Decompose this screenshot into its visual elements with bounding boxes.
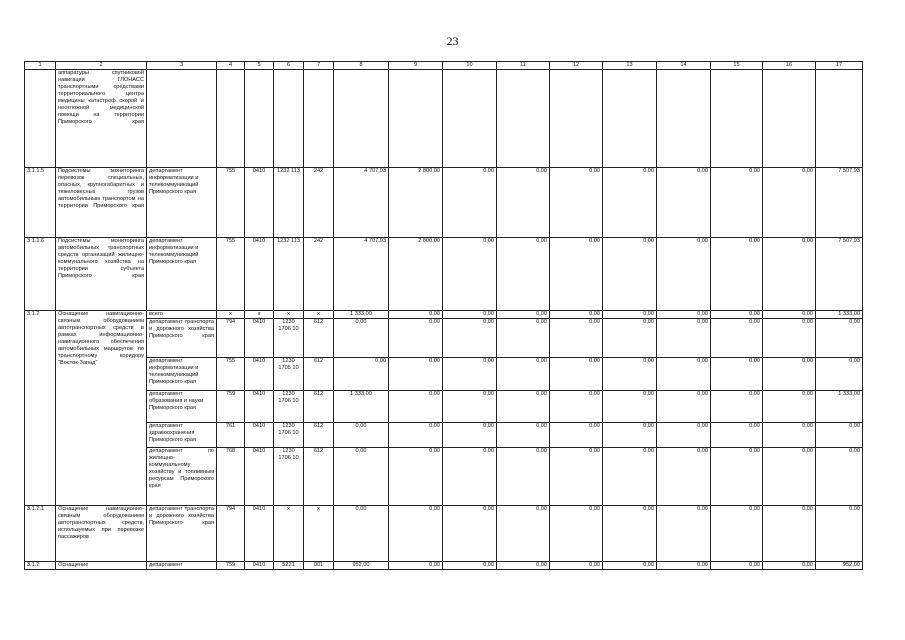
cell-vr: 612 [304,390,334,422]
cell-total: 0,00 [816,422,863,447]
cell-rzpr: 0410 [245,357,274,390]
row-dept: департамент информатизации и телекоммуникаций Приморского края [147,168,217,238]
cell-grbs: х [217,311,245,319]
cell-value: 0,00 [497,390,550,422]
row-dept [147,70,217,168]
cell-vr: 001 [304,561,334,569]
cell-value: 0,00 [443,357,497,390]
cell-value: 0,00 [763,390,816,422]
cell-value: 2 800,00 [389,238,443,311]
column-number: 11 [497,62,550,70]
cell-value: 0,00 [497,311,550,319]
table-row [25,70,863,168]
cell-grbs: 794 [217,318,245,357]
cell-csr [274,70,304,168]
column-number: 13 [603,62,657,70]
cell-value: 0,00 [711,390,763,422]
cell-value: 952,00 [334,561,389,569]
cell-value: 0,00 [763,422,816,447]
cell-csr: 1230 1706 10 [274,447,304,505]
cell-value: 0,00 [711,357,763,390]
cell-value: 0,00 [497,505,550,561]
cell-value: 0,00 [603,422,657,447]
cell-value [334,70,389,168]
cell-value: 0,00 [550,318,603,357]
column-number: 2 [56,62,147,70]
cell-csr: 1230 1706 10 [274,422,304,447]
row-dept: департамент транспорта и дорожного хозяйства Приморского края [147,318,217,357]
row-name: аппаратуры спутниковой навигации ГЛОНАСС транспортными средствами территориального центра медицины катастроф скорой и неотложной медицинской помощи на территории Приморского края [56,70,147,168]
cell-value: 4 707,93 [334,168,389,238]
cell-value: 0,00 [389,561,443,569]
cell-vr: х [304,311,334,319]
row-dept: департамент по жилищно-коммунальному хозяйству и топливным ресурсам Приморского края [147,447,217,505]
table-row [25,238,863,311]
cell-value: 0,00 [657,422,711,447]
cell-vr: 612 [304,357,334,390]
cell-value: 0,00 [497,447,550,505]
cell-value: 0,00 [763,357,816,390]
row-id: 3.1.1.6 [25,238,56,311]
column-number: 14 [657,62,711,70]
cell-value: 0,00 [334,357,389,390]
cell-csr: 1230 1706 10 [274,390,304,422]
cell-vr: 612 [304,422,334,447]
cell-value: 0,00 [550,168,603,238]
cell-value: 0,00 [389,357,443,390]
cell-value: 0,00 [497,357,550,390]
cell-value: 1 333,00 [334,390,389,422]
cell-value: 0,00 [550,422,603,447]
cell-vr: 612 [304,447,334,505]
column-number: 8 [334,62,389,70]
cell-value: 0,00 [657,561,711,569]
cell-value: 0,00 [763,311,816,319]
cell-total: 0,00 [816,505,863,561]
cell-value: 0,00 [711,168,763,238]
cell-value: 0,00 [711,505,763,561]
cell-vr [304,70,334,168]
cell-value: 0,00 [334,505,389,561]
table-row [25,505,863,561]
cell-value: 0,00 [389,318,443,357]
row-dept: департамент [147,561,217,569]
cell-value: 2 800,00 [389,168,443,238]
cell-value: 0,00 [657,390,711,422]
budget-table [24,61,863,570]
cell-rzpr: 0410 [245,505,274,561]
cell-value: 0,00 [763,505,816,561]
cell-value: 0,00 [550,505,603,561]
row-dept: департамент здравоохранения Приморского края [147,422,217,447]
cell-csr: 5221 [274,561,304,569]
cell-value: 0,00 [497,422,550,447]
cell-value: 0,00 [763,168,816,238]
row-dept: департамент информатизации и телекоммуникаций Приморского края [147,357,217,390]
cell-rzpr: 0410 [245,390,274,422]
cell-grbs: 759 [217,561,245,569]
cell-rzpr [245,70,274,168]
cell-value: 0,00 [603,318,657,357]
cell-value: 0,00 [497,561,550,569]
table-row-sub [25,390,863,422]
cell-vr: 242 [304,168,334,238]
cell-value: 0,00 [550,447,603,505]
row-name: Оснащение [56,561,147,569]
cell-grbs [217,70,245,168]
cell-value: 4 707,93 [334,238,389,311]
cell-csr: 1232 113 [274,238,304,311]
cell-total: 952,00 [816,561,863,569]
column-number: 5 [245,62,274,70]
cell-grbs: 768 [217,447,245,505]
cell-total: 0,00 [816,357,863,390]
cell-value: 0,00 [603,168,657,238]
cell-value [603,70,657,168]
cell-csr: х [274,505,304,561]
cell-value: 0,00 [657,357,711,390]
column-number: 3 [147,62,217,70]
cell-value: 0,00 [443,390,497,422]
cell-value: 0,00 [443,168,497,238]
cell-value: 0,00 [334,422,389,447]
cell-value [550,70,603,168]
cell-value: 0,00 [443,561,497,569]
cell-vr: 242 [304,238,334,311]
cell-value: 0,00 [711,311,763,319]
cell-rzpr: х [245,311,274,319]
cell-total: 0,00 [816,318,863,357]
row-dept: всего [147,311,217,319]
cell-value: 0,00 [711,422,763,447]
cell-value: 0,00 [763,447,816,505]
cell-value: 0,00 [657,318,711,357]
row-dept: департамент информатизации и телекоммуникаций Приморского края [147,238,217,311]
cell-csr: 1232 113 [274,168,304,238]
cell-value: 0,00 [603,357,657,390]
column-number: 15 [711,62,763,70]
cell-value: 0,00 [550,390,603,422]
cell-rzpr: 0410 [245,447,274,505]
cell-rzpr: 0410 [245,238,274,311]
table-row-total [25,311,863,319]
cell-value: 0,00 [550,311,603,319]
column-number: 10 [443,62,497,70]
cell-value: 0,00 [603,447,657,505]
cell-value: 0,00 [711,318,763,357]
cell-rzpr: 0410 [245,422,274,447]
table-row-sub [25,447,863,505]
cell-grbs: 755 [217,238,245,311]
cell-value: 0,00 [389,447,443,505]
cell-value: 0,00 [443,447,497,505]
cell-value: 0,00 [497,238,550,311]
column-number-row [25,62,863,70]
cell-rzpr: 0410 [245,168,274,238]
cell-value: 0,00 [389,422,443,447]
cell-grbs: 759 [217,390,245,422]
cell-value: 0,00 [657,447,711,505]
cell-value: 0,00 [603,505,657,561]
cell-grbs: 794 [217,505,245,561]
cell-value: 0,00 [603,311,657,319]
column-number: 9 [389,62,443,70]
row-name: Оснащение навигационно-связным оборудованием автотранспортных средств, используемых при перевозке пассажиров [56,505,147,561]
row-id: 3.1.1.5 [25,168,56,238]
table-row-sub [25,422,863,447]
cell-value: 0,00 [334,318,389,357]
cell-value: 0,00 [657,505,711,561]
cell-value: 0,00 [443,318,497,357]
cell-vr: 612 [304,318,334,357]
column-number: 7 [304,62,334,70]
cell-value: 0,00 [389,390,443,422]
row-dept: департамент образования и науки Приморского края [147,390,217,422]
table-row-sub [25,318,863,357]
cell-grbs: 755 [217,357,245,390]
cell-grbs: 761 [217,422,245,447]
row-id: 3.1.2 [25,311,56,506]
column-number: 17 [816,62,863,70]
table-row [25,561,863,569]
cell-value: 0,00 [711,561,763,569]
row-id [25,70,56,168]
cell-value: 0,00 [550,561,603,569]
cell-value: 0,00 [550,238,603,311]
cell-value: 0,00 [763,561,816,569]
cell-csr: х [274,311,304,319]
cell-csr: 1230 1706 10 [274,318,304,357]
cell-value [657,70,711,168]
row-name: Оснащение навигационно-связным оборудованием автотранспортных средств в рамках информационно-навигационного обеспечения автомобильных маршрутов по транспортному коридору "Восток-Запад" [56,311,147,506]
table-row-sub [25,357,863,390]
cell-total [816,70,863,168]
cell-total: 7 507,93 [816,168,863,238]
column-number: 12 [550,62,603,70]
row-name: Подсистемы мониторинга автомобильных транспортных средств организаций жилищно-коммунального хозяйства на территории субъекта Приморского края [56,238,147,311]
column-number: 16 [763,62,816,70]
cell-value: 0,00 [389,311,443,319]
cell-grbs: 755 [217,168,245,238]
cell-total: 1 333,00 [816,390,863,422]
cell-value: 0,00 [443,422,497,447]
row-id: 3.1.2 [25,561,56,569]
cell-total: 0,00 [816,447,863,505]
cell-value: 0,00 [657,238,711,311]
cell-csr: 1230 1705 10 [274,357,304,390]
page-number: 23 [446,34,459,48]
cell-value: 0,00 [334,447,389,505]
row-id: 3.1.2.1 [25,505,56,561]
cell-value: 0,00 [603,238,657,311]
cell-value: 0,00 [711,238,763,311]
cell-value: 0,00 [497,168,550,238]
cell-value [497,70,550,168]
cell-rzpr: 0410 [245,561,274,569]
row-name: Подсистемы мониторинга перевозок специальных, опасных, крупногабаритных и тяжеловесных грузов автомобильным транспортом на территории Приморского края [56,168,147,238]
column-number: 1 [25,62,56,70]
cell-value: 0,00 [443,238,497,311]
cell-value: 0,00 [550,357,603,390]
cell-value [763,70,816,168]
cell-rzpr: 0410 [245,318,274,357]
cell-value: 0,00 [657,311,711,319]
cell-value: 0,00 [443,505,497,561]
cell-value: 0,00 [603,390,657,422]
cell-value [389,70,443,168]
cell-value: 0,00 [603,561,657,569]
cell-value: 0,00 [657,168,711,238]
cell-value: 0,00 [711,447,763,505]
column-number: 4 [217,62,245,70]
cell-value [443,70,497,168]
cell-value [711,70,763,168]
cell-vr: х [304,505,334,561]
cell-value: 0,00 [389,505,443,561]
row-dept: департамент транспорта и дорожного хозяйства Приморского края [147,505,217,561]
cell-value: 0,00 [443,311,497,319]
cell-value: 1 333,00 [334,311,389,319]
cell-total: 7 507,93 [816,238,863,311]
cell-total: 1 333,00 [816,311,863,319]
cell-value: 0,00 [497,318,550,357]
cell-value: 0,00 [763,238,816,311]
table-row [25,168,863,238]
column-number: 6 [274,62,304,70]
cell-value: 0,00 [763,318,816,357]
